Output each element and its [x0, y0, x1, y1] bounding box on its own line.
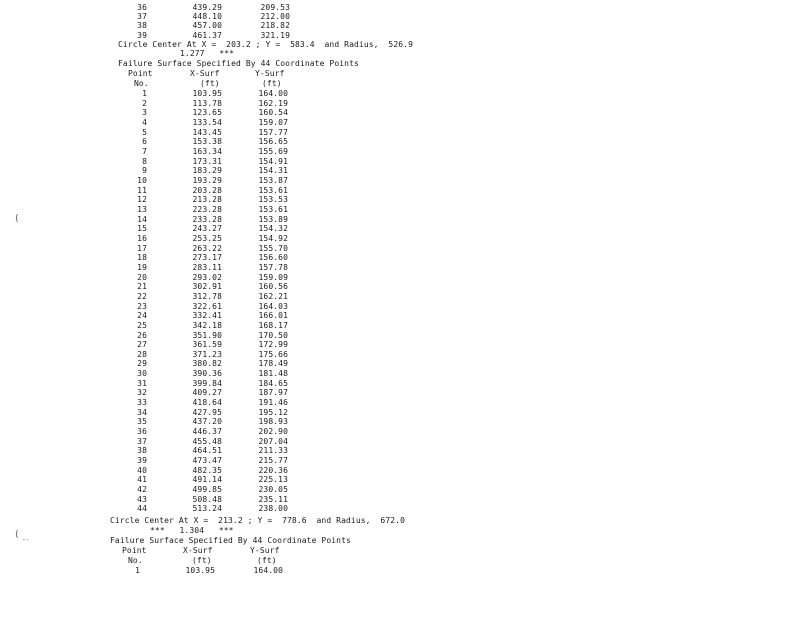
x-surf-value: 243.27	[192, 224, 222, 234]
x-surf-value: 173.31	[192, 156, 222, 166]
point-number: 28	[137, 349, 147, 359]
point-number: 11	[137, 185, 147, 195]
x-surf-value: 427.95	[192, 407, 222, 417]
x-surf-value: 113.78	[192, 98, 222, 108]
x-surf-value: 491.14	[192, 475, 222, 485]
point-number: 39	[137, 456, 147, 466]
x-surf-value: 399.84	[192, 378, 222, 388]
y-surf-value: 154.32	[258, 224, 288, 234]
point-number: 39	[137, 30, 147, 40]
y-surf-value: 172.99	[258, 340, 288, 350]
y-surf-value: 175.66	[258, 349, 288, 359]
y-surf-value: 220.36	[258, 465, 288, 475]
y-surf-value: 168.17	[258, 320, 288, 330]
y-surf-value: 153.61	[258, 204, 288, 214]
x-surf-value: 464.51	[192, 446, 222, 456]
y-surf-value: 198.93	[258, 417, 288, 427]
x-surf-value: 448.10	[192, 12, 222, 22]
y-surf-value: 235.11	[258, 494, 288, 504]
x-surf-value: 293.02	[192, 272, 222, 282]
factor-of-safety-line-2: *** 1.304 ***	[150, 526, 234, 535]
y-surf-value: 212.00	[260, 12, 290, 22]
x-surf-value: 253.25	[192, 233, 222, 243]
col-header-no-2: No.	[128, 556, 143, 565]
circle-center-line: Circle Center At X = 203.2 ; Y = 583.4 and Radius, 526.9	[118, 40, 413, 49]
y-surf-value: 166.01	[258, 311, 288, 321]
x-surf-value: 439.29	[192, 3, 222, 12]
y-surf-value: 155.70	[258, 243, 288, 253]
point-number: 37	[137, 12, 147, 22]
x-surf-value: 322.61	[192, 301, 222, 311]
scan-artifact: (	[14, 214, 20, 224]
x-surf-value: 455.48	[192, 436, 222, 446]
y-surf-value: 159.07	[258, 117, 288, 127]
point-number: 16	[137, 233, 147, 243]
x-surf-value: 390.36	[192, 369, 222, 379]
x-surf-value: 499.85	[192, 485, 222, 495]
point-number: 38	[137, 21, 147, 31]
y-surf-value: 178.49	[258, 359, 288, 369]
point-number: 10	[137, 175, 147, 185]
x-surf-value: 437.20	[192, 417, 222, 427]
col-header-x-unit-2: (ft)	[192, 556, 212, 565]
y-surf-value: 181.48	[258, 369, 288, 379]
y-surf-value: 209.53	[260, 3, 290, 12]
y-surf-value: 153.61	[258, 185, 288, 195]
col-header-y-2: Y-Surf	[250, 546, 280, 555]
point-number: 6	[142, 137, 147, 147]
point-number: 5	[142, 127, 147, 137]
x-surf-value: 223.28	[192, 204, 222, 214]
y-surf-value: 155.69	[258, 146, 288, 156]
scan-artifact: (	[14, 530, 20, 540]
y-surf-value: 157.78	[258, 262, 288, 272]
y-surf-value: 170.50	[258, 330, 288, 340]
scan-artifact: --	[22, 536, 30, 543]
y-surf-value: 156.60	[258, 253, 288, 263]
point-number: 27	[137, 340, 147, 350]
point-number: 14	[137, 214, 147, 224]
y-surf-value: 156.65	[258, 137, 288, 147]
point-number: 13	[137, 204, 147, 214]
x-surf-value: 213.28	[192, 195, 222, 205]
y-surf-value: 207.04	[258, 436, 288, 446]
col-header-x-2: X-Surf	[183, 546, 213, 555]
y-surf-value: 230.05	[258, 485, 288, 495]
x-surf-value: 380.82	[192, 359, 222, 369]
y-surf-value: 154.31	[258, 166, 288, 176]
x-surf-value: 273.17	[192, 253, 222, 263]
y-surf-value: 238.00	[258, 504, 288, 514]
x-surf-value: 183.29	[192, 166, 222, 176]
point-number: 24	[137, 311, 147, 321]
point-number: 30	[137, 369, 147, 379]
y-surf-value: 153.87	[258, 175, 288, 185]
col-header-point-2: Point	[122, 546, 147, 555]
x-surf-value: 409.27	[192, 388, 222, 398]
y-surf-value: 159.09	[258, 272, 288, 282]
y-surf-value: 187.97	[258, 388, 288, 398]
point-number: 43	[137, 494, 147, 504]
y-surf-value: 164.03	[258, 301, 288, 311]
x-surf-value: 143.45	[192, 127, 222, 137]
point-number: 9	[142, 166, 147, 176]
point-number: 25	[137, 320, 147, 330]
point-number: 2	[142, 98, 147, 108]
x-surf-value: 153.38	[192, 137, 222, 147]
x-surf-value: 461.37	[192, 30, 222, 40]
x-surf-value: 457.00	[192, 21, 222, 31]
x-surf-value: 263.22	[192, 243, 222, 253]
y-surf-value: 164.00	[253, 566, 283, 575]
y-surf-value: 195.12	[258, 407, 288, 417]
point-number: 44	[137, 504, 147, 514]
point-number: 17	[137, 243, 147, 253]
point-number: 8	[142, 156, 147, 166]
y-surf-value: 160.54	[258, 108, 288, 118]
failure-surface-heading-2: Failure Surface Specified By 44 Coordinate Points	[110, 536, 351, 545]
point-number: 32	[137, 388, 147, 398]
point-number: 41	[137, 475, 147, 485]
x-surf-value: 163.34	[192, 146, 222, 156]
point-number: 33	[137, 398, 147, 408]
col-header-y: Y-Surf	[255, 69, 285, 78]
x-surf-value: 193.29	[192, 175, 222, 185]
x-surf-value: 103.95	[192, 89, 222, 98]
y-surf-value: 153.89	[258, 214, 288, 224]
y-surf-value: 153.53	[258, 195, 288, 205]
point-number: 36	[137, 427, 147, 437]
point-number: 20	[137, 272, 147, 282]
point-number: 15	[137, 224, 147, 234]
x-surf-value: 482.35	[192, 465, 222, 475]
point-number: 3	[142, 108, 147, 118]
point-number: 38	[137, 446, 147, 456]
x-surf-value: 283.11	[192, 262, 222, 272]
point-number: 40	[137, 465, 147, 475]
failure-surface-heading: Failure Surface Specified By 44 Coordinate Points	[118, 59, 359, 68]
factor-of-safety-line: 1.277 ***	[180, 49, 235, 58]
x-surf-value: 123.65	[192, 108, 222, 118]
point-number: 21	[137, 282, 147, 292]
point-number: 4	[142, 117, 147, 127]
x-surf-value: 446.37	[192, 427, 222, 437]
point-number: 31	[137, 378, 147, 388]
point-number: 42	[137, 485, 147, 495]
y-surf-value: 211.33	[258, 446, 288, 456]
col-header-y-unit: (ft)	[262, 79, 282, 88]
x-surf-value: 133.54	[192, 117, 222, 127]
y-surf-value: 157.77	[258, 127, 288, 137]
point-number: 34	[137, 407, 147, 417]
y-surf-value: 321.19	[260, 30, 290, 40]
x-surf-value: 342.18	[192, 320, 222, 330]
y-surf-value: 154.92	[258, 233, 288, 243]
point-number: 18	[137, 253, 147, 263]
point-number: 19	[137, 262, 147, 272]
col-header-x-unit: (ft)	[200, 79, 220, 88]
x-surf-value: 371.23	[192, 349, 222, 359]
x-surf-value: 351.90	[192, 330, 222, 340]
x-surf-value: 302.91	[192, 282, 222, 292]
col-header-y-unit-2: (ft)	[257, 556, 277, 565]
y-surf-value: 154.91	[258, 156, 288, 166]
y-surf-value: 160.56	[258, 282, 288, 292]
x-surf-value: 103.95	[185, 566, 215, 575]
x-surf-value: 332.41	[192, 311, 222, 321]
y-surf-value: 162.19	[258, 98, 288, 108]
x-surf-value: 508.48	[192, 494, 222, 504]
x-surf-value: 203.28	[192, 185, 222, 195]
point-number: 22	[137, 291, 147, 301]
point-number: 37	[137, 436, 147, 446]
point-number: 7	[142, 146, 147, 156]
x-surf-value: 473.47	[192, 456, 222, 466]
point-number: 26	[137, 330, 147, 340]
x-surf-value: 361.59	[192, 340, 222, 350]
y-surf-value: 191.46	[258, 398, 288, 408]
y-surf-value: 202.90	[258, 427, 288, 437]
point-number: 12	[137, 195, 147, 205]
point-number: 23	[137, 301, 147, 311]
x-surf-value: 513.24	[192, 504, 222, 514]
point-number: 1	[135, 566, 140, 575]
y-surf-value: 162.21	[258, 291, 288, 301]
circle-center-line-2: Circle Center At X = 213.2 ; Y = 778.6 and Radius, 672.0	[110, 516, 405, 525]
point-number: 29	[137, 359, 147, 369]
point-number: 36	[137, 3, 147, 12]
point-number: 35	[137, 417, 147, 427]
x-surf-value: 233.28	[192, 214, 222, 224]
col-header-no: No.	[134, 79, 149, 88]
x-surf-value: 312.78	[192, 291, 222, 301]
y-surf-value: 164.00	[258, 89, 288, 98]
y-surf-value: 218.82	[260, 21, 290, 31]
y-surf-value: 215.77	[258, 456, 288, 466]
y-surf-value: 184.65	[258, 378, 288, 388]
col-header-point: Point	[128, 69, 153, 78]
col-header-x: X-Surf	[190, 69, 220, 78]
x-surf-value: 418.64	[192, 398, 222, 408]
point-number: 1	[142, 89, 147, 98]
y-surf-value: 225.13	[258, 475, 288, 485]
